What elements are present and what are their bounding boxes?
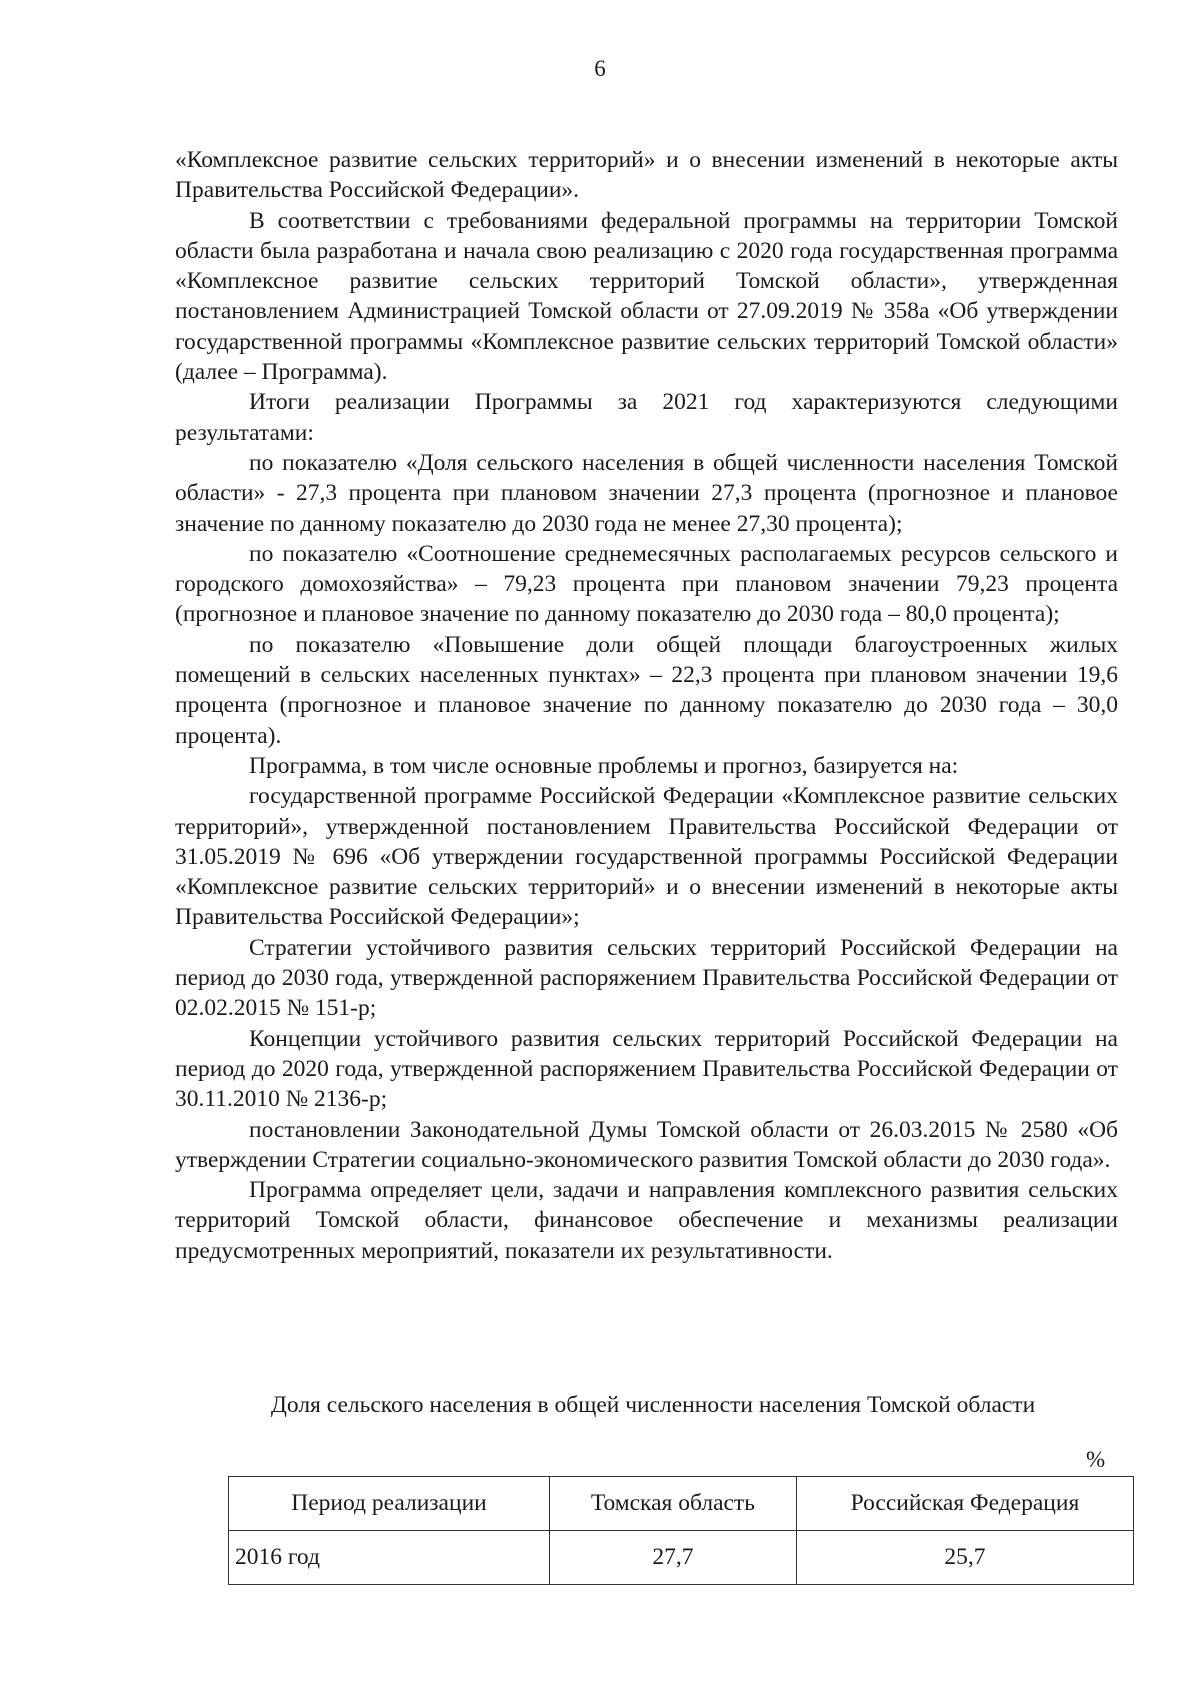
document-body: [175, 145, 1118, 1266]
paragraph: по показателю «Повышение доли общей площади благоустроенных жилых помещений в сельских населенных пунктах» – 22,3 процента при плановом значении 19,6 процента (прогнозное и плановое значение по данному показателю до 2030 года – 30,0 процента).: [175, 631, 1118, 749]
paragraph: постановлении Законодательной Думы Томской области от 26.03.2015 № 2580 «Об утверждении Стратегии социально-экономического развития Томской области до 2030 года».: [175, 1116, 1118, 1173]
page-number: 6: [594, 56, 606, 81]
column-header-russia: Российская Федерация: [796, 1477, 1133, 1531]
unit-label: %: [1086, 1447, 1106, 1472]
paragraph: по показателю «Доля сельского населения в общей численности населения Томской области» - 27,3 процента при плановом значении 27,3 процента (прогнозное и плановое значение по данному показателю до 2030 года не менее 27,30 процента);: [175, 449, 1118, 537]
paragraph: В соответствии с требованиями федеральной программы на территории Томской области была разработана и начала свою реализацию с 2020 года государственная программа «Комплексное развитие сельских территорий Томской области», утвержденная постановлением Администрацией Томской области от 27.09.2019 № 358а «Об утверждении государственной программы «Комплексное развитие сельских территорий Томской области» (далее – Программа).: [175, 207, 1118, 386]
paragraph: «Комплексное развитие сельских территорий» и о внесении изменений в некоторые акты Правительства Российской Федерации».: [175, 147, 1118, 204]
table-caption: Доля сельского населения в общей численности населения Томской области: [270, 1392, 1036, 1418]
paragraph: Программа, в том числе основные проблемы и прогноз, базируется на:: [249, 752, 959, 779]
table-cell-tomsk: 27,7: [549, 1531, 796, 1585]
table-header-row: [229, 1477, 1134, 1531]
paragraph: Концепции устойчивого развития сельских территорий Российской Федерации на период до 2020 года, утвержденной распоряжением Правительства Российской Федерации от 30.11.2010 № 2136-р;: [175, 1025, 1118, 1113]
column-header-period: Период реализации: [229, 1477, 550, 1531]
paragraph: государственной программе Российской Федерации «Комплексное развитие сельских территорий», утвержденной постановлением Правительства Российской Федерации от 31.05.2019 № 696 «Об утверждении государственной программы Российской Федерации «Комплексное развитие сельских территорий» и о внесении изменений в некоторые акты Правительства Российской Федерации»;: [175, 783, 1118, 931]
table-cell-period: 2016 год: [229, 1531, 550, 1585]
column-header-tomsk: Томская область: [549, 1477, 796, 1531]
paragraph: Стратегии устойчивого развития сельских территорий Российской Федерации на период до 2030 года, утвержденной распоряжением Правительства Российской Федерации от 02.02.2015 № 151-р;: [175, 934, 1118, 1022]
data-table: [228, 1476, 1134, 1585]
table-cell-russia: 25,7: [796, 1531, 1133, 1585]
table-row: [229, 1531, 1134, 1585]
paragraph: Итоги реализации Программы за 2021 год характеризуются следующими результатами:: [175, 389, 1118, 446]
paragraph: Программа определяет цели, задачи и направления комплексного развития сельских территорий Томской области, финансовое обеспечение и механизмы реализации предусмотренных мероприятий, показатели их результативности.: [175, 1177, 1118, 1264]
paragraph: по показателю «Соотношение среднемесячных располагаемых ресурсов сельского и городского домохозяйства» – 79,23 процента при плановом значении 79,23 процента (прогнозное и плановое значение по данному показателю до 2030 года – 80,0 процента);: [175, 540, 1118, 628]
